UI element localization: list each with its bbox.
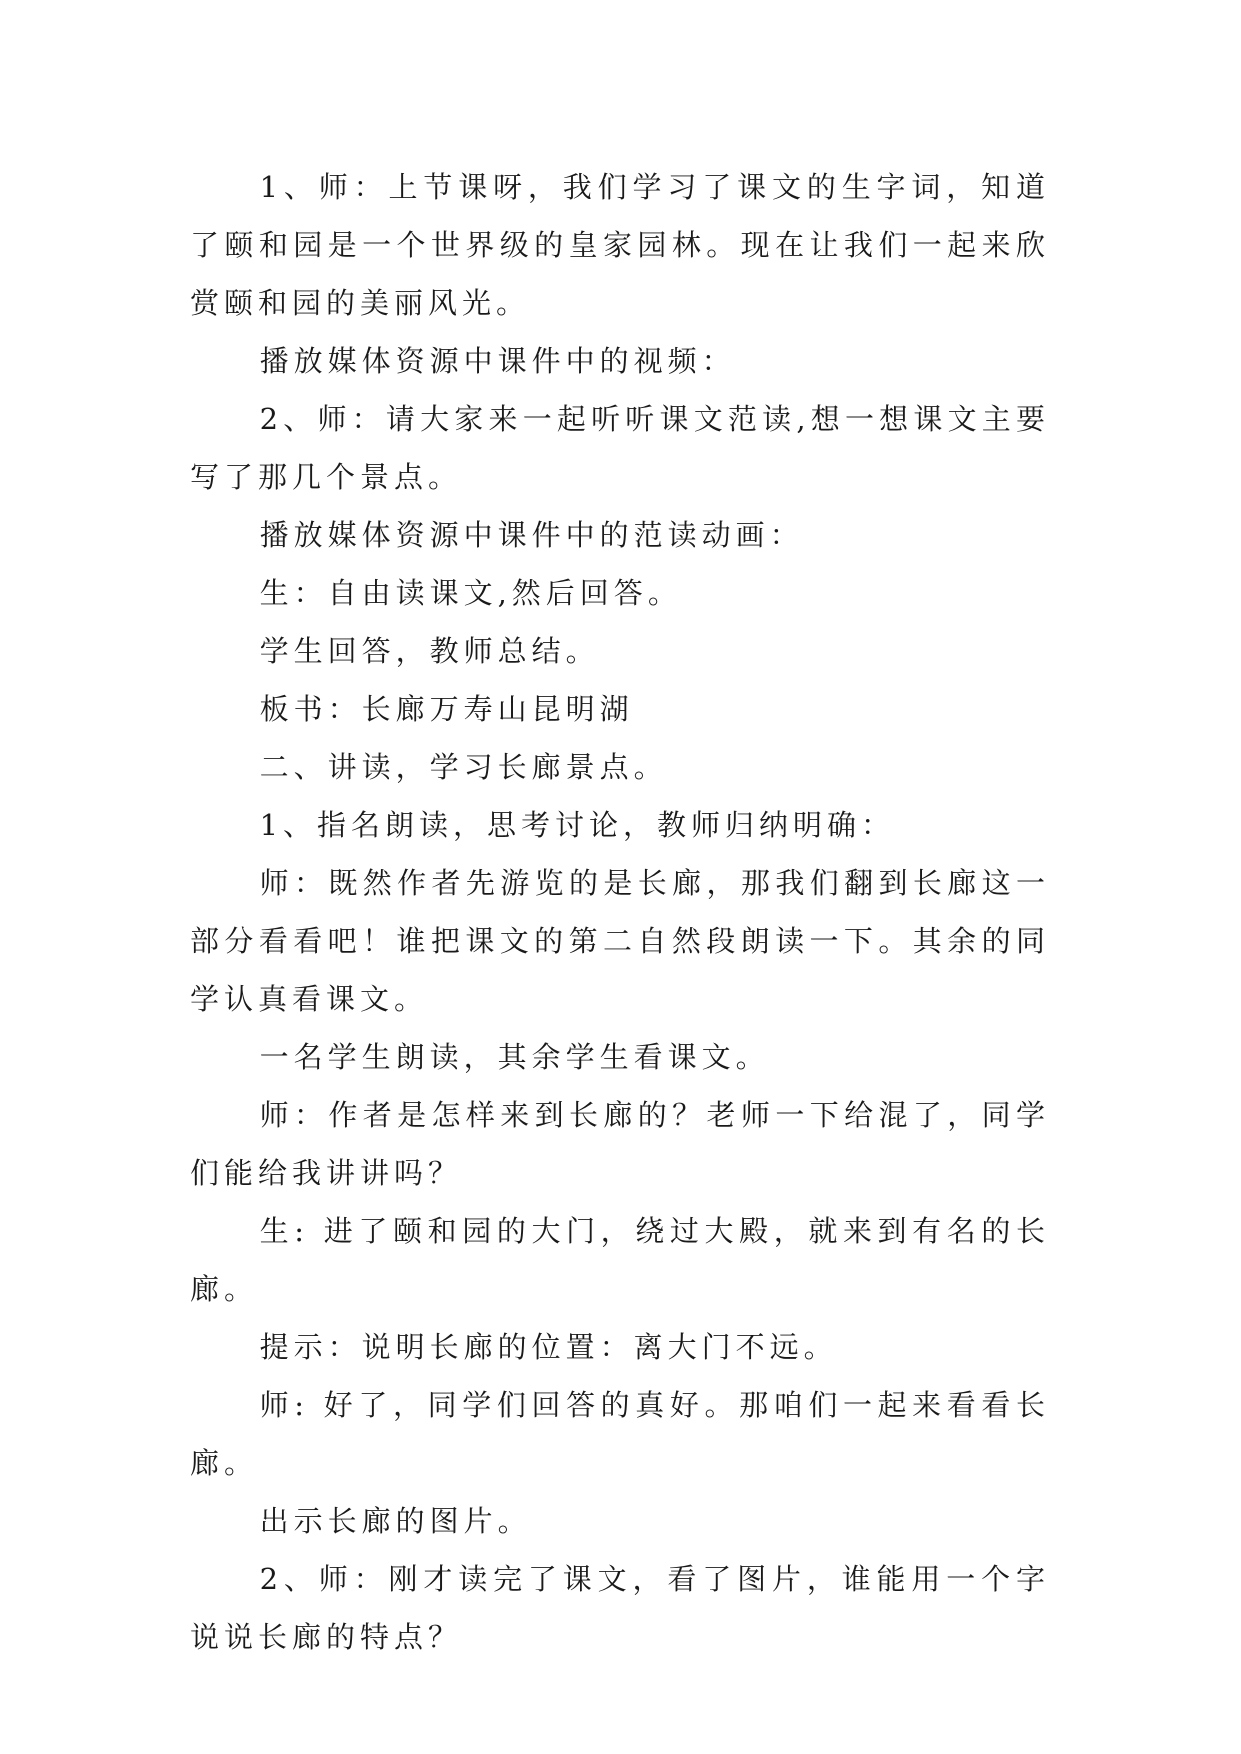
paragraph-1: 1、师：上节课呀，我们学习了课文的生字词，知道了颐和园是一个世界级的皇家园林。现在让我们一起来欣赏颐和园的美丽风光。 — [190, 170, 1050, 320]
paragraph-16: 出示长廊的图片。 — [259, 1504, 532, 1538]
paragraph-3: 2、师：请大家来一起听听课文范读,想一想课文主要写了那几个景点。 — [190, 402, 1050, 494]
paragraph-6: 学生回答，教师总结。 — [259, 634, 600, 668]
paragraph-15: 师: 好了，同学们回答的真好。那咱们一起来看看长廊。 — [190, 1388, 1050, 1480]
paragraph-5: 生：自由读课文,然后回答。 — [259, 576, 682, 610]
paragraph-7: 板书：长廊万寿山昆明湖 — [259, 692, 634, 726]
paragraph-4: 播放媒体资源中课件中的范读动画： — [259, 518, 804, 552]
paragraph-14: 提示：说明长廊的位置：离大门不远。 — [259, 1330, 838, 1364]
document-body — [190, 158, 1050, 1666]
paragraph-10: 师：既然作者先游览的是长廊，那我们翻到长廊这一部分看看吧！谁把课文的第二自然段朗读一下。其余的同学认真看课文。 — [190, 866, 1050, 1016]
paragraph-11: 一名学生朗读，其余学生看课文。 — [259, 1040, 770, 1074]
paragraph-9: 1、指名朗读，思考讨论，教师归纳明确： — [259, 808, 896, 842]
paragraph-2: 播放媒体资源中课件中的视频： — [259, 344, 736, 378]
paragraph-12: 师：作者是怎样来到长廊的？老师一下给混了，同学们能给我讲讲吗？ — [190, 1098, 1050, 1190]
paragraph-8: 二、讲读，学习长廊景点。 — [259, 750, 668, 784]
paragraph-17: 2、师：刚才读完了课文，看了图片，谁能用一个字说说长廊的特点？ — [190, 1562, 1050, 1654]
paragraph-13: 生: 进了颐和园的大门，绕过大殿，就来到有名的长廊。 — [190, 1214, 1050, 1306]
